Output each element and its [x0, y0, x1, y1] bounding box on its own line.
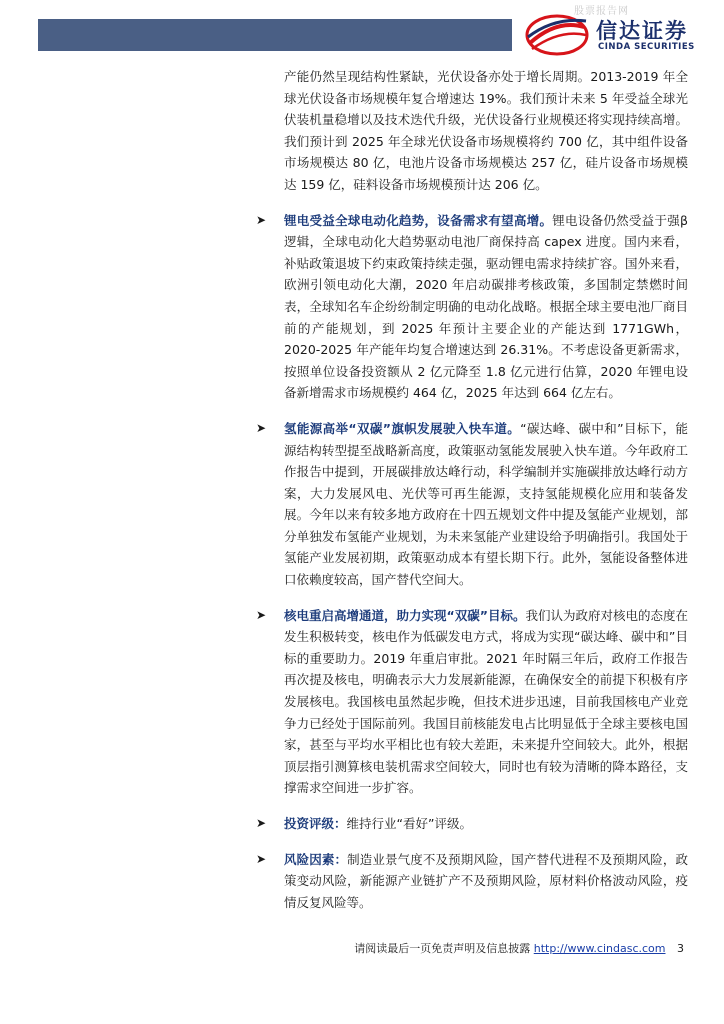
bullet-text: 锂电设备仍然受益于强β逻辑，全球电动化大趋势驱动电池厂商保持高 capex 进度。国内来看，补贴政策退坡下约束政策持续走强，驱动锂电需求持续扩容。国外来看，欧洲引领电动化大潮，2020 年启动碳排考核政策，多国制定禁燃时间表，全球知名车企纷纷制定明确的电动化战略。根据全球主要电池厂商目前的产能规划，到 2025 年预计主要企业的产能达到 1771GWh，2020-2025 年产能年均复合增速达到 26.31%。不考虑设备更新需求，按照单位设备投资额从 2 亿元降至 1.8 亿元进行估算，2020 年锂电设备新增需求市场规模约 464 亿，2025 年达到 664 亿左右。 — [284, 212, 688, 401]
bullet-text: 制造业景气度不及预期风险，国产替代进程不及预期风险，政策变动风险，新能源产业链扩产不及预期风险，原材料价格波动风险，疫情反复风险等。 — [284, 851, 688, 910]
report-body — [256, 66, 688, 927]
brand-name-cn: 信达证券 — [596, 19, 688, 43]
bullet-risk — [256, 849, 688, 914]
bullet-lithium — [256, 210, 688, 404]
watermark-text: 股票报告网 — [574, 6, 629, 17]
bullet-lead: 核电重启高增通道，助力实现“双碳”目标。 — [284, 607, 526, 623]
footer-disclaimer: 请阅读最后一页免责声明及信息披露 — [354, 942, 531, 955]
bullet-text: “碳达峰、碳中和”目标下，能源结构转型提至战略新高度，政策驱动氢能发展驶入快车道。今年政府工作报告中提到，开展碳排放达峰行动，科学编制并实施碳排放达峰行动方案，大力发展风电、光伏等可再生能源，支持氢能规模化应用和装备发展。今年以来有较多地方政府在十四五规划文件中提及氢能产业规划，部分单独发布氢能产业规划，为未来氢能产业建设给予明确指引。我国处于氢能产业发展初期，政策驱动成本有望长期下行。此外，氢能设备整体进口依赖度较高，国产替代空间大。 — [284, 420, 688, 588]
header-bar — [38, 19, 512, 51]
bullet-text: 维持行业“看好”评级。 — [346, 816, 472, 831]
bullet-nuclear — [256, 605, 688, 799]
cinda-logo-icon — [524, 13, 590, 57]
page-number: 3 — [677, 942, 684, 955]
intro-paragraph: 产能仍然呈现结构性紧缺，光伏设备亦处于增长周期。2013-2019 年全球光伏设备市场规模年复合增速达 19%。我们预计未来 5 年受益全球光伏装机量稳增以及技术迭代升级，光伏设备行业规模还将实现持续高增。我们预计到 2025 年全球光伏设备市场规模将约 700 亿，其中组件设备市场规模达 80 亿，电池片设备市场规模达 257 亿，硅片设备市场规模达 159 亿，硅料设备市场规模预计达 206 亿。 — [284, 69, 688, 192]
arrow-bullet-icon: ➤ — [256, 420, 267, 435]
bullet-lead: 锂电受益全球电动化趋势，设备需求有望高增。 — [284, 212, 553, 228]
bullet-rating — [256, 813, 688, 835]
page-footer — [354, 940, 684, 956]
arrow-bullet-icon: ➤ — [256, 607, 267, 622]
arrow-bullet-icon: ➤ — [256, 851, 267, 866]
bullet-text: 我们认为政府对核电的态度在发生积极转变，核电作为低碳发电方式，将成为实现“碳达峰、碳中和”目标的重要助力。2019 年重启审批。2021 年时隔三年后，政府工作报告再次提及核电，明确表示大力发展新能源，在确保安全的前提下积极有序发展核电。我国核电虽然起步晚，但技术进步迅速，目前我国核电产业竞争力已经处于国际前列。我国目前核能发电占比明显低于全球主要核电国家，甚至与平均水平相比也有较大差距，未来提升空间较大。此外，根据顶层指引测算核电装机需求空间较大，同时也有较为清晰的降本路径，支撑需求空间进一步扩容。 — [284, 607, 688, 796]
bullet-lead: 氢能源高举“双碳”旗帜发展驶入快车道。 — [284, 420, 521, 436]
arrow-bullet-icon: ➤ — [256, 816, 267, 830]
brand-name-en: CINDA SECURITIES — [598, 42, 695, 52]
bullet-lead: 风险因素： — [284, 851, 348, 867]
arrow-bullet-icon: ➤ — [256, 212, 267, 227]
bullet-lead: 投资评级： — [284, 816, 347, 831]
website-link[interactable]: http://www.cindasc.com — [533, 942, 666, 955]
bullet-hydrogen — [256, 418, 688, 591]
